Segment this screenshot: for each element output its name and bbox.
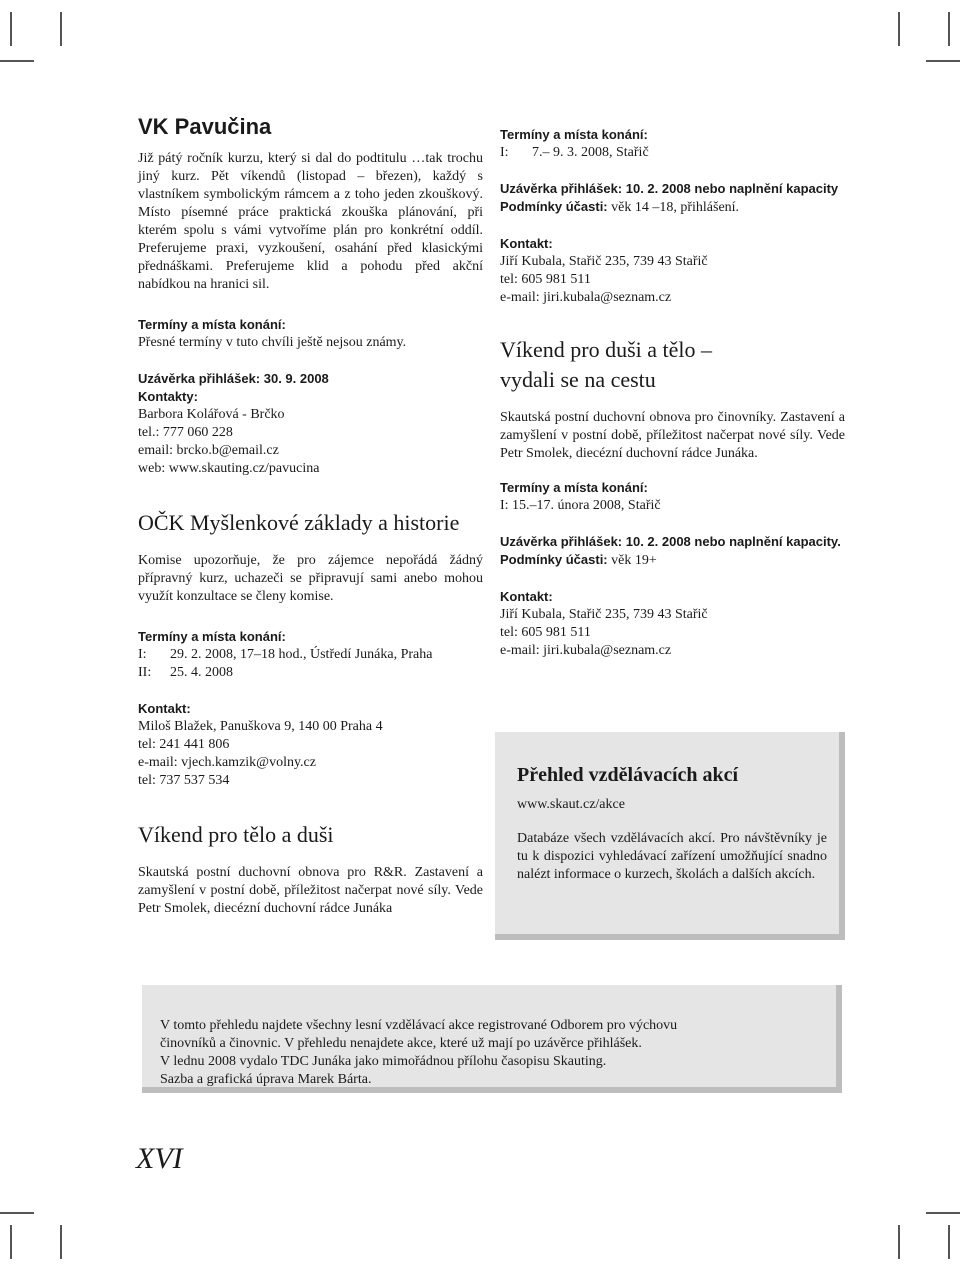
conditions xyxy=(500,551,845,570)
section-intro: Skautská postní duchovní obnova pro činovníky. Zastavení a zamyšlení v postní době, příležitost načerpat nové síly. Vede Petr Smolek, diecézní duchovní rádce Junáka. xyxy=(500,410,845,461)
contacts xyxy=(138,406,483,478)
section-intro: Komise upozorňuje, že pro zájemce nepořádá žádný přípravný kurz, uchazeči se připravují sami anebo mohou využít konzultace se členy komise. xyxy=(138,553,483,604)
term-number: I: xyxy=(500,145,509,160)
terms-label: Termíny a místa konání: xyxy=(138,317,286,332)
terms-text: I: 15.–17. února 2008, Stařič xyxy=(500,498,661,513)
colophon-content xyxy=(160,1017,677,1089)
deadline: Uzávěrka přihlášek: 10. 2. 2008 nebo naplnění kapacity xyxy=(500,181,839,196)
contacts xyxy=(500,606,845,660)
conditions-label: Podmínky účasti: xyxy=(500,199,608,214)
contact-label: Kontakt: xyxy=(500,589,553,604)
crop-mark xyxy=(926,1212,960,1214)
contact-line: tel: 241 441 806 xyxy=(138,737,230,752)
contact-line: tel: 605 981 511 xyxy=(500,625,591,640)
terms-list xyxy=(500,144,845,162)
contact-label: Kontakt: xyxy=(500,236,553,251)
section-intro: Již pátý ročník kurzu, který si dal do podtitulu …tak trochu jiný kurz. Pět víkendů (listopad – březen), každý s vlastníkem symbolickým rámcem a z toho jeden zkouškový. Místo písemné práce praktická zkouška plánování, při kterém spolu s vámi vytvoříme plán pro konkrétní oddíl. Preferujeme praxi, vyzkoušení, osahání před klasickými přednáškami. Preferujeme klid a pohodu před akční nabídkou na hranici sil. xyxy=(138,151,483,292)
crop-mark xyxy=(0,1212,34,1214)
colophon-line: Sazba a grafická úprava Marek Bárta. xyxy=(160,1072,372,1087)
contact-line: Miloš Blažek, Panuškova 9, 140 00 Praha 4 xyxy=(138,719,383,734)
conditions-value: věk 14 –18, přihlášení. xyxy=(611,200,740,215)
section-vk-pavucina xyxy=(138,114,483,478)
right-column xyxy=(500,126,845,678)
section-title: Víkend pro tělo a duši xyxy=(138,822,334,847)
contact-email[interactable]: e-mail: jiri.kubala@seznam.cz xyxy=(500,290,672,305)
term-number: II: xyxy=(138,665,152,680)
contact-line: tel: 737 537 534 xyxy=(138,773,230,788)
box-text: Databáze všech vzdělávacích akcí. Pro návštěvníky je tu k dispozici vyhledávací zařízení umožňující snadno nalézt informace o kurzech, školách a dalších akcích. xyxy=(517,831,827,882)
terms-label: Termíny a místa konání: xyxy=(138,629,286,644)
crop-mark xyxy=(898,1225,900,1259)
contact-email[interactable]: e-mail: vjech.kamzik@volny.cz xyxy=(138,755,316,770)
colophon-line: činovníků a činovnic. V přehledu nenajdete akce, které už mají po uzávěrce přihlášek. xyxy=(160,1036,642,1051)
info-box-colophon xyxy=(142,985,842,1093)
page-number: XVI xyxy=(136,1142,183,1175)
colophon-line: V tomto přehledu najdete všechny lesní vzdělávací akce registrované Odborem pro výchovu xyxy=(160,1018,678,1033)
contacts xyxy=(500,253,845,307)
contact-line: Barbora Kolářová - Brčko xyxy=(138,407,285,422)
crop-mark xyxy=(898,12,900,46)
contact-label: Kontakt: xyxy=(138,701,191,716)
terms-text: Přesné termíny v tuto chvíli ještě nejsou známy. xyxy=(138,335,407,350)
contacts-label: Kontakty: xyxy=(138,389,198,404)
contact-email[interactable]: e-mail: jiri.kubala@seznam.cz xyxy=(500,643,672,658)
section-vikend-duse-telo xyxy=(500,335,845,660)
contacts xyxy=(138,718,483,790)
terms-list xyxy=(138,646,483,682)
contact-line: tel: 605 981 511 xyxy=(500,272,591,287)
box-title: Přehled vzdělávacích akcí xyxy=(517,764,739,786)
term-text: 7.– 9. 3. 2008, Stařič xyxy=(532,145,649,160)
crop-mark xyxy=(10,12,12,46)
contact-email[interactable]: email: brcko.b@email.cz xyxy=(138,443,279,458)
conditions-value: věk 19+ xyxy=(611,553,657,568)
deadline: Uzávěrka přihlášek: 30. 9. 2008 xyxy=(138,371,329,386)
term-number: I: xyxy=(138,647,147,662)
crop-mark xyxy=(0,60,34,62)
crop-mark xyxy=(60,1225,62,1259)
left-column xyxy=(138,114,483,940)
terms-label: Termíny a místa konání: xyxy=(500,127,648,142)
section-intro: Skautská postní duchovní obnova pro R&R. Zastavení a zamyšlení v postní době, příležitost načerpat nové síly. Vede Petr Smolek, diecézní duchovní rádce Junáka xyxy=(138,865,483,916)
contact-web[interactable]: web: www.skauting.cz/pavucina xyxy=(138,461,320,476)
crop-mark xyxy=(948,1225,950,1259)
box-url[interactable]: www.skaut.cz/akce xyxy=(517,797,625,812)
section-ock xyxy=(138,508,483,790)
info-box-content xyxy=(517,760,827,884)
crop-mark xyxy=(60,12,62,46)
colophon-line: V lednu 2008 vydalo TDC Junáka jako mimořádnou přílohu časopisu Skauting. xyxy=(160,1054,607,1069)
conditions-label: Podmínky účasti: xyxy=(500,552,608,567)
section-title: VK Pavučina xyxy=(138,114,272,139)
section-title: OČK Myšlenkové základy a historie xyxy=(138,510,460,535)
term-text: 25. 4. 2008 xyxy=(170,665,233,680)
contact-line: tel.: 777 060 228 xyxy=(138,425,233,440)
crop-mark xyxy=(926,60,960,62)
contact-line: Jiří Kubala, Stařič 235, 739 43 Stařič xyxy=(500,607,708,622)
section-title-line: Víkend pro duši a tělo – xyxy=(500,337,713,362)
crop-mark xyxy=(10,1225,12,1259)
contact-line: Jiří Kubala, Stařič 235, 739 43 Stařič xyxy=(500,254,708,269)
section-vikend-telo-dusi xyxy=(138,820,483,918)
deadline: Uzávěrka přihlášek: 10. 2. 2008 nebo naplnění kapacity. xyxy=(500,534,841,549)
section-continued xyxy=(500,126,845,307)
section-title-line: vydali se na cestu xyxy=(500,367,656,392)
term-text: 29. 2. 2008, 17–18 hod., Ústředí Junáka, Praha xyxy=(170,647,433,662)
crop-mark xyxy=(948,12,950,46)
conditions xyxy=(500,198,845,217)
info-box-overview xyxy=(495,732,845,940)
terms-label: Termíny a místa konání: xyxy=(500,480,648,495)
section-title xyxy=(500,335,845,395)
